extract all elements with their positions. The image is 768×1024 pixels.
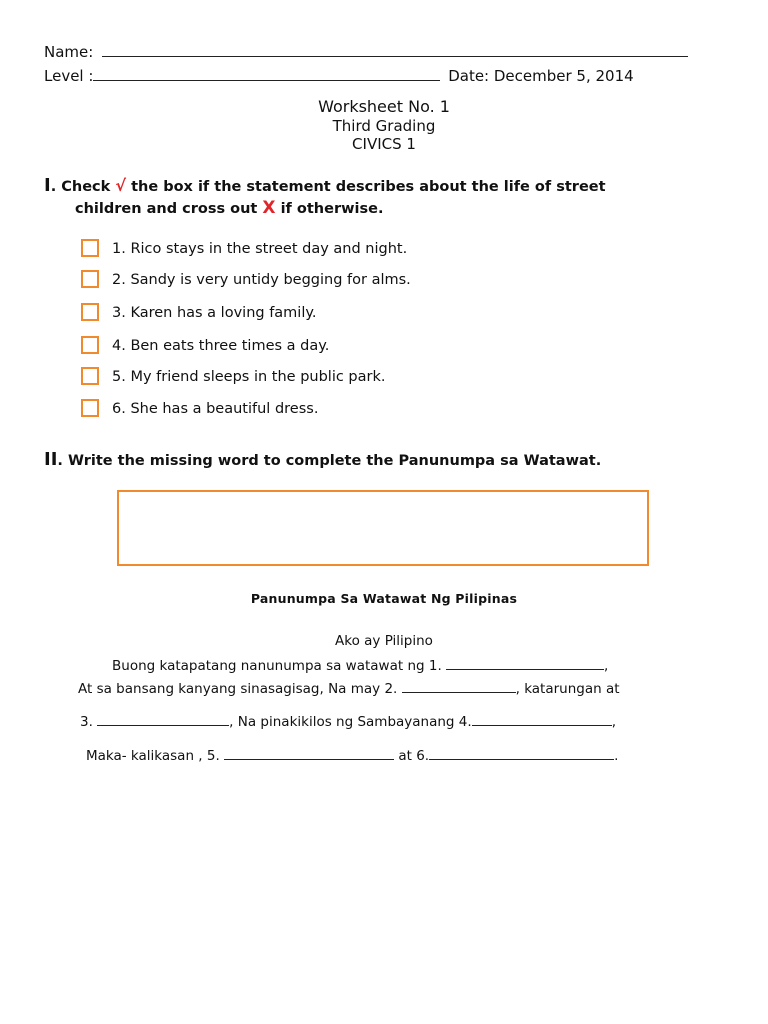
list-item: 3. Karen has a loving family.: [112, 305, 317, 321]
pledge-line4-end: ,: [611, 714, 616, 730]
subject-subtitle: CIVICS 1: [352, 135, 416, 153]
pledge-line4-text-a: 3.: [80, 714, 98, 730]
part2-instruction: [44, 449, 601, 472]
answer-blank-1[interactable]: [446, 655, 604, 670]
pledge-line-4: [80, 711, 616, 731]
worksheet-title: Worksheet No. 1: [318, 97, 450, 116]
pledge-title: Panunumpa Sa Watawat Ng Pilipinas: [250, 591, 518, 606]
part1-instr-line2-b: if otherwise.: [275, 201, 384, 217]
pledge-line1-text: Ako ay Pilipino: [335, 633, 433, 649]
level-row: [44, 66, 634, 86]
item-checkbox[interactable]: [81, 303, 99, 321]
date-text: Date: December 5, 2014: [448, 67, 634, 85]
pledge-line-5: [86, 745, 618, 765]
item-checkbox[interactable]: [81, 239, 99, 257]
check-mark-icon: √: [115, 176, 127, 195]
list-item: 5. My friend sleeps in the public park.: [112, 369, 386, 385]
pledge-line-2: [112, 655, 608, 675]
part1-instr-a: . Check: [50, 179, 116, 195]
pledge-line5-end: .: [614, 748, 619, 764]
item-checkbox[interactable]: [81, 270, 99, 288]
item-checkbox[interactable]: [81, 336, 99, 354]
level-label: Level :: [44, 67, 94, 85]
pledge-line-1: [0, 632, 768, 650]
list-item: 2. Sandy is very untidy begging for alms.: [112, 272, 411, 288]
pledge-line3-text-a: At sa bansang kanyang sinasagisag, Na may 2.: [78, 681, 402, 697]
pledge-line-3: [78, 678, 620, 698]
level-blank[interactable]: [93, 66, 440, 81]
part1-numeral: I: [44, 175, 51, 196]
list-item: 1. Rico stays in the street day and night.: [112, 241, 408, 257]
item-checkbox[interactable]: [81, 367, 99, 385]
pledge-line5-text-b: at 6.: [394, 748, 430, 764]
pledge-line3-text-b: , katarungan at: [515, 681, 620, 697]
list-item: 6. She has a beautiful dress.: [112, 401, 319, 417]
part2-numeral: II: [44, 449, 58, 470]
answer-blank-4[interactable]: [472, 711, 612, 726]
pledge-line2-text: Buong katapatang nanunumpa sa watawat ng 1.: [112, 658, 447, 674]
part1-instr-b: the box if the statement describes about the life of street: [126, 179, 606, 195]
cross-mark-icon: X: [262, 198, 276, 218]
name-label: Name:: [44, 43, 94, 61]
answer-blank-2[interactable]: [402, 678, 516, 693]
grading-subtitle: Third Grading: [332, 117, 436, 135]
name-row: [44, 42, 688, 62]
pledge-line5-text-a: Maka- kalikasan , 5.: [86, 748, 225, 764]
part1-instruction-line2: [75, 197, 383, 220]
list-item: 4. Ben eats three times a day.: [112, 338, 330, 354]
answer-blank-5[interactable]: [224, 745, 394, 760]
pledge-line2-end: ,: [604, 658, 609, 674]
name-blank[interactable]: [102, 42, 688, 57]
pledge-line4-text-b: , Na pinakikilos ng Sambayanang 4.: [229, 714, 472, 730]
item-checkbox[interactable]: [81, 399, 99, 417]
answer-blank-3[interactable]: [97, 711, 229, 726]
part1-instr-line2-a: children and cross out: [75, 201, 263, 217]
answer-blank-6[interactable]: [429, 745, 614, 760]
part2-instr-text: . Write the missing word to complete the Panunumpa sa Watawat.: [57, 453, 602, 469]
part1-instruction-line1: [44, 175, 606, 198]
word-bank-box: [117, 490, 649, 566]
